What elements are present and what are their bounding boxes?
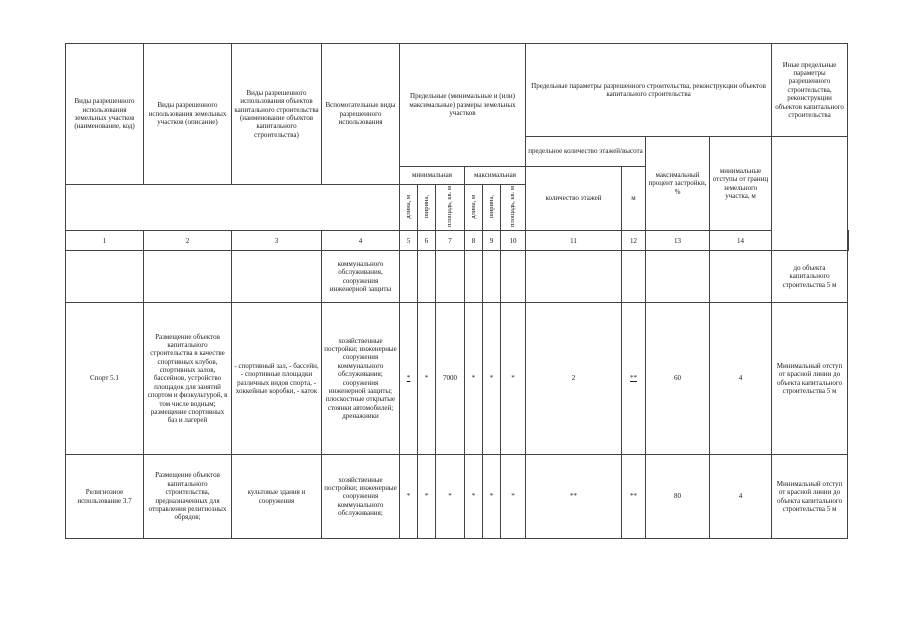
cell-max-length: * bbox=[465, 455, 483, 539]
cell-other: Минимальный отступ от красной линии до объекта капитального строительства 5 м bbox=[772, 455, 848, 539]
cell-auxiliary-use: хозяйственные постройки; инженерные сооружения коммунального обслуживания; bbox=[322, 455, 400, 539]
header-row-1 bbox=[66, 44, 849, 137]
cell-max-area bbox=[501, 251, 526, 303]
cell-max-length: * bbox=[465, 303, 483, 455]
cell-max-width: * bbox=[483, 455, 501, 539]
table-row bbox=[66, 455, 849, 539]
col-number: 4 bbox=[322, 231, 400, 251]
header-other-empty bbox=[772, 137, 848, 251]
table-row bbox=[66, 251, 849, 303]
cell-min-area: 7000 bbox=[436, 303, 465, 455]
cell-building-use: - спортивный зал, - бассейн, - спортивные площадки различных видов спорта, - хоккейные коробки, - каток bbox=[232, 303, 322, 455]
header-meters: м bbox=[622, 167, 646, 231]
cell-min-width bbox=[418, 251, 436, 303]
cell-building-use bbox=[232, 251, 322, 303]
header-building-use: Виды разрешенного использования объектов капитального строительства (наименование объектов капитального строительства) bbox=[232, 44, 322, 185]
table-row bbox=[66, 303, 849, 455]
header-land-plot-size: Предельные (минимальные и (или) максимальные) размеры земельных участков bbox=[400, 44, 526, 167]
header-floors-count: количество этажей bbox=[526, 167, 622, 231]
cell-use-description bbox=[144, 251, 232, 303]
cell-floors: ** bbox=[526, 455, 622, 539]
cell-min-width: * bbox=[418, 455, 436, 539]
header-floors-height: предельное количество этажей/высота bbox=[526, 137, 646, 167]
cell-use-name: Религиозное использование 3.7 bbox=[66, 455, 144, 539]
col-number: 12 bbox=[622, 231, 646, 251]
header-permitted-use-description: Виды разрешенного использования земельных участков (описание) bbox=[144, 44, 232, 185]
cell-max-percent: 80 bbox=[646, 455, 710, 539]
header-auxiliary-use: Вспомогательные виды разрешенного использования bbox=[322, 44, 400, 185]
cell-max-length bbox=[465, 251, 483, 303]
cell-min-setback bbox=[710, 251, 772, 303]
cell-other: до объекта капитального строительства 5 м bbox=[772, 251, 848, 303]
col-number: 2 bbox=[144, 231, 232, 251]
cell-min-length: * bbox=[400, 303, 418, 455]
col-number: 13 bbox=[646, 231, 710, 251]
cell-max-width bbox=[483, 251, 501, 303]
column-numbers-row bbox=[66, 231, 849, 251]
col-number: 3 bbox=[232, 231, 322, 251]
col-number bbox=[848, 231, 849, 251]
header-min: минимальная bbox=[400, 167, 465, 185]
cell-height: ** bbox=[622, 303, 646, 455]
cell-min-length: * bbox=[400, 455, 418, 539]
cell-floors: 2 bbox=[526, 303, 622, 455]
cell-building-use: культовые здания и сооружения bbox=[232, 455, 322, 539]
cell-use-description: Размещение объектов капитального строительства в качестве спортивных клубов, спортивных залов, бассейнов, устройство площадок для занятий спортом и физкультурой, в том числе водным; размещение спортивных баз и лагерей bbox=[144, 303, 232, 455]
cell-floors bbox=[526, 251, 622, 303]
col-number: 14 bbox=[710, 231, 772, 251]
col-number: 10 bbox=[501, 231, 526, 251]
header-min-setback: минимальные отступы от границ земельного участка, м bbox=[710, 137, 772, 231]
header-min-width: ширина, bbox=[418, 185, 436, 231]
col-number: 1 bbox=[66, 231, 144, 251]
cell-min-width: * bbox=[418, 303, 436, 455]
header-max-area: площадь, кв. м bbox=[501, 185, 526, 231]
cell-use-description: Размещение объектов капитального строительства, предназначенных для отправления религиозных обрядов; bbox=[144, 455, 232, 539]
zoning-regulations-table bbox=[65, 43, 849, 539]
header-max: максимальная bbox=[465, 167, 526, 185]
cell-min-setback: 4 bbox=[710, 303, 772, 455]
cell-auxiliary-use: коммунального обслуживания, сооружения инженерной защиты bbox=[322, 251, 400, 303]
cell-min-area: * bbox=[436, 455, 465, 539]
header-max-percent: максимальный процент застройки, % bbox=[646, 137, 710, 231]
cell-max-area: * bbox=[501, 455, 526, 539]
cell-use-name: Спорт 5.1 bbox=[66, 303, 144, 455]
cell-min-setback: 4 bbox=[710, 455, 772, 539]
col-number: 5 bbox=[400, 231, 418, 251]
cell-other: Минимальный отступ от красной линии до объекта капитального строительства 5 м bbox=[772, 303, 848, 455]
cell-auxiliary-use: хозяйственные постройки; инженерные сооружения коммунального обслуживания; сооружения инженерной защиты; плоскостные открытые стоянки автомобилей; дренажники bbox=[322, 303, 400, 455]
header-spacer bbox=[66, 185, 400, 231]
cell-max-percent: 60 bbox=[646, 303, 710, 455]
header-other-params: Иные предельные параметры разрешенного строительства, реконструкции объектов капитального строительства bbox=[772, 44, 848, 137]
cell-min-area bbox=[436, 251, 465, 303]
cell-max-percent bbox=[646, 251, 710, 303]
cell-max-area: * bbox=[501, 303, 526, 455]
header-min-length: длина, м bbox=[400, 185, 418, 231]
header-max-length: длина, м bbox=[465, 185, 483, 231]
col-number: 7 bbox=[436, 231, 465, 251]
col-number: 8 bbox=[465, 231, 483, 251]
col-number: 11 bbox=[526, 231, 622, 251]
col-number: 9 bbox=[483, 231, 501, 251]
cell-min-length bbox=[400, 251, 418, 303]
cell-use-name bbox=[66, 251, 144, 303]
col-number: 6 bbox=[418, 231, 436, 251]
cell-max-width: * bbox=[483, 303, 501, 455]
header-max-width: ширина, bbox=[483, 185, 501, 231]
header-construction-params: Предельные параметры разрешенного строительства, реконструкции объектов капитального строительства bbox=[526, 44, 772, 137]
cell-height: ** bbox=[622, 455, 646, 539]
header-permitted-use-name: Виды разрешенного использования земельных участков (наименование, код) bbox=[66, 44, 144, 185]
cell-height bbox=[622, 251, 646, 303]
header-min-area: площадь, кв. м bbox=[436, 185, 465, 231]
